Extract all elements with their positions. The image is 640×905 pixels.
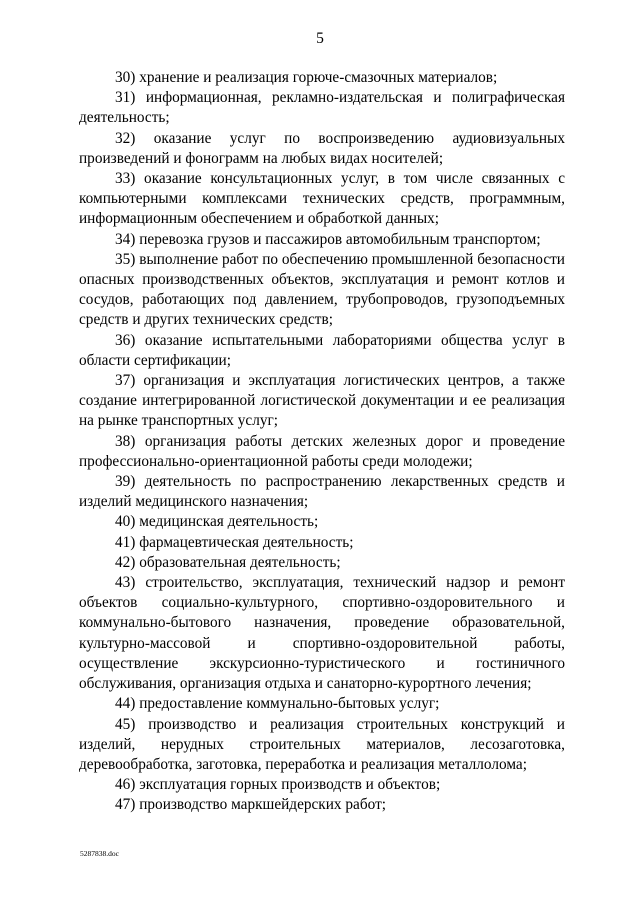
list-item-38: 38) организация работы детских железных дорог и проведение профессионально-ориентационной работы среди молодежи; xyxy=(79,432,565,470)
document-filename: 5287838.doc xyxy=(80,849,119,858)
list-item-45: 45) производство и реализация строительных конструкций и изделий, нерудных строительных материалов, лесозаготовка, деревообработка, заготовка, переработка и реализация металлолома; xyxy=(79,715,565,773)
list-item-33: 33) оказание консультационных услуг, в том числе связанных с компьютерными комплексами технических средств, программным, информационным обеспечением и обработкой данных; xyxy=(79,170,565,228)
page-number: 5 xyxy=(316,30,324,47)
list-item-37: 37) организация и эксплуатация логистических центров, а также создание интегрированной логистической документации и ее реализация на рынке транспортных услуг; xyxy=(79,372,565,430)
list-item-34: 34) перевозка грузов и пассажиров автомобильным транспортом; xyxy=(115,230,541,248)
list-item-41: 41) фармацевтическая деятельность; xyxy=(115,533,354,551)
list-item-47: 47) производство маркшейдерских работ; xyxy=(115,796,387,814)
list-item-46: 46) эксплуатация горных производств и объектов; xyxy=(115,776,441,794)
list-item-32: 32) оказание услуг по воспроизведению аудиовизуальных произведений и фонограмм на любых видах носителей; xyxy=(79,129,565,167)
document-body xyxy=(79,68,565,816)
list-item-30: 30) хранение и реализация горюче-смазочных материалов; xyxy=(115,69,498,86)
list-item-44: 44) предоставление коммунально-бытовых услуг; xyxy=(115,695,440,713)
list-item-35: 35) выполнение работ по обеспечению промышленной безопасности опасных производственных объектов, эксплуатация и ремонт котлов и сосудов, работающих под давлением, трубопроводов, грузоподъемных средств и других технических средств; xyxy=(79,250,565,329)
list-item-40: 40) медицинская деятельность; xyxy=(115,513,319,531)
list-item-31: 31) информационная, рекламно-издательская и полиграфическая деятельность; xyxy=(79,89,565,127)
list-item-36: 36) оказание испытательными лабораториями общества услуг в области сертификации; xyxy=(79,331,565,369)
list-item-39: 39) деятельность по распространению лекарственных средств и изделий медицинского назначения; xyxy=(79,473,565,511)
list-item-42: 42) образовательная деятельность; xyxy=(115,553,341,571)
list-item-43: 43) строительство, эксплуатация, технический надзор и ремонт объектов социально-культурного, спортивно-оздоровительного и коммунально-бытового назначения, проведение образовательной, культурно-массовой и спортивно-оздоровительной работы, осуществление экскурсионно-туристического и гостиничного обслуживания, организация отдыха и санаторно-курортного лечения; xyxy=(79,574,565,693)
